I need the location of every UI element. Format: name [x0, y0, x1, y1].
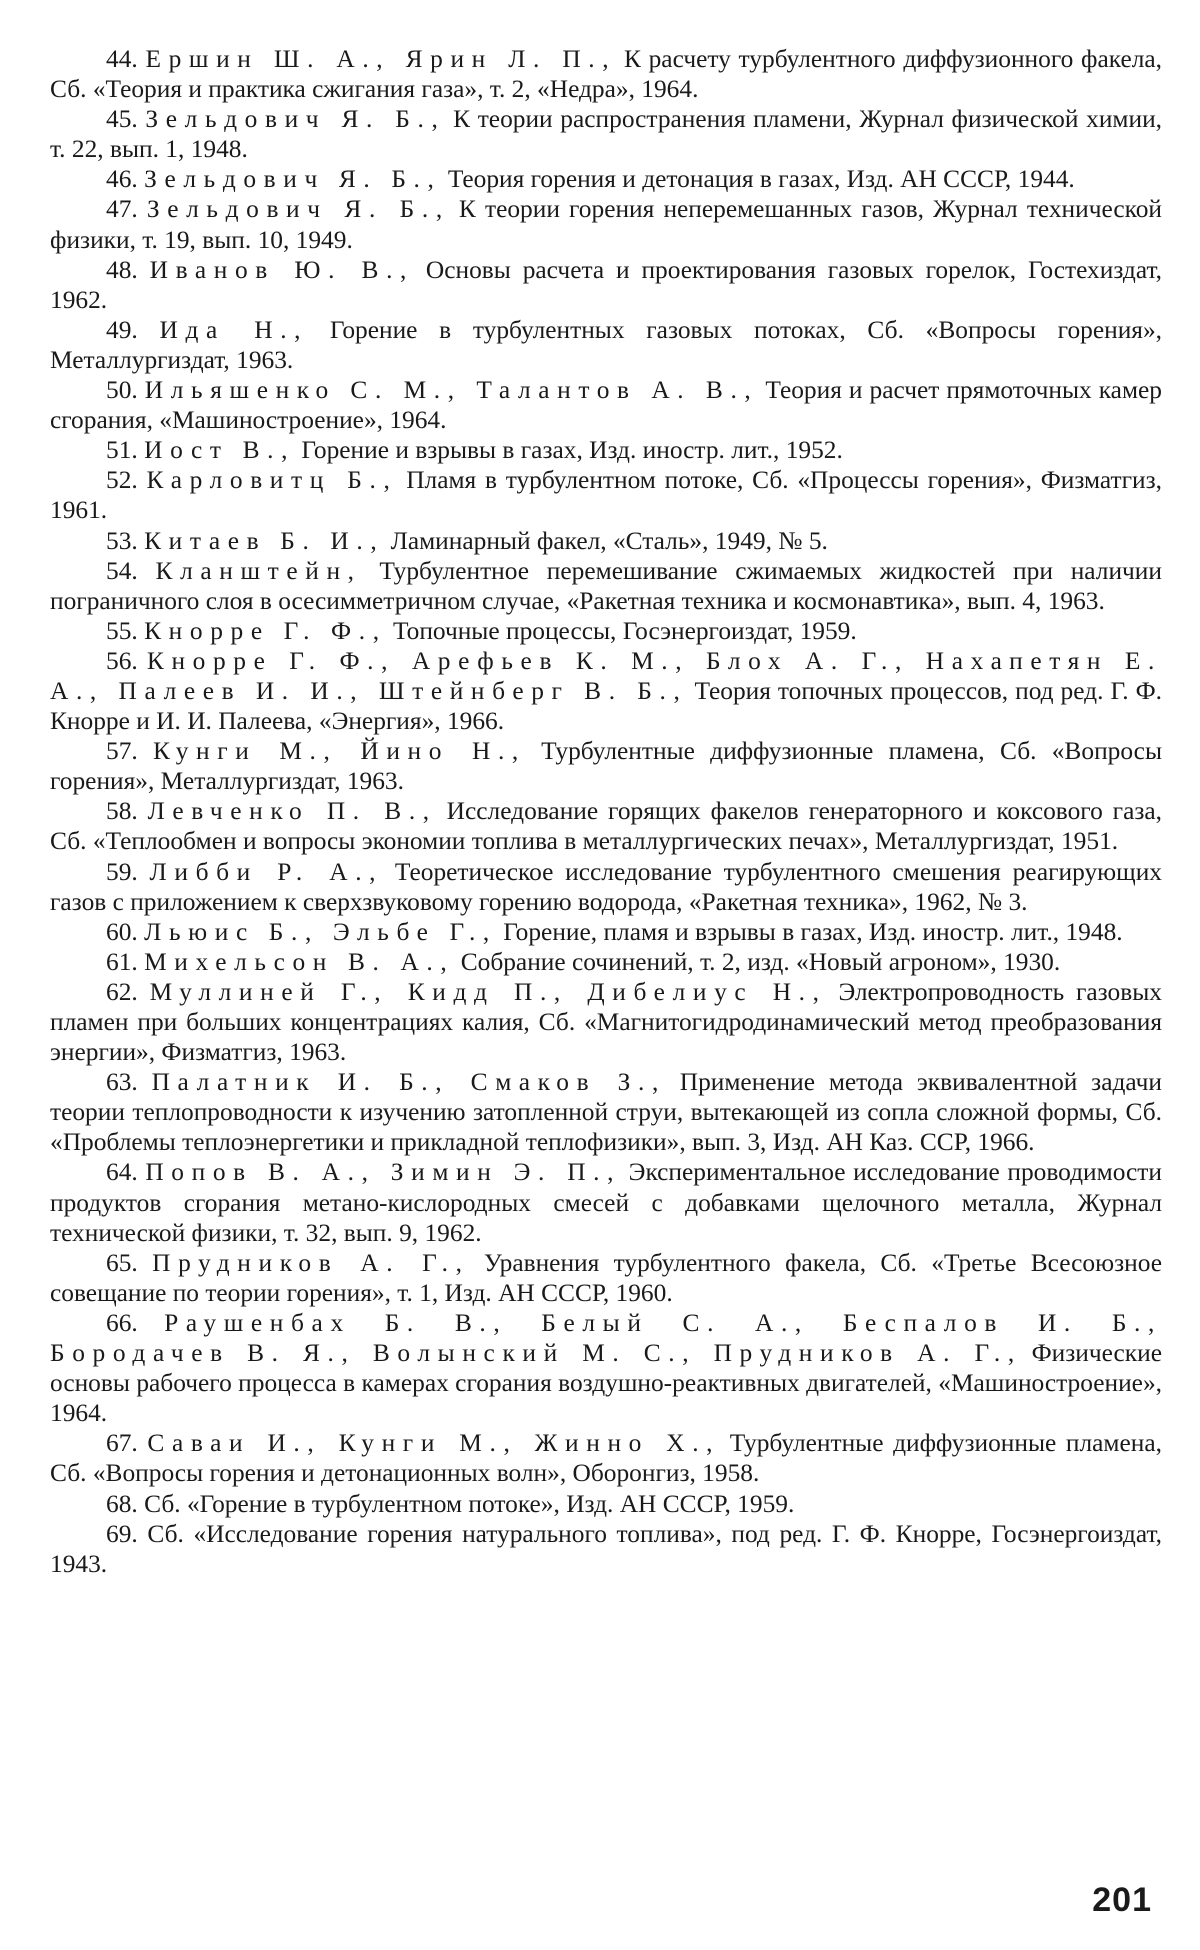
reference-number: 69. [106, 1519, 138, 1548]
reference-item [50, 947, 1162, 977]
reference-authors: Попов В. А., Зимин Э. П., [145, 1158, 622, 1187]
reference-item [50, 646, 1162, 736]
reference-number: 49. [106, 315, 138, 344]
reference-details: Экспериментальное исследование проводимости продуктов сгорания метано-кислородных смесей с добавками щелочного металла, Журнал технической физики, т. 32, вып. 9, 1962. [50, 1158, 1162, 1247]
reference-details: Теория и расчет прямоточных камер сгорания, «Машиностроение», 1964. [50, 376, 1162, 435]
reference-number: 44. [106, 45, 138, 73]
reference-details: Применение метода эквивалентной задачи теории теплопроводности к изучению затопленной струи, вытекающей из сопла сложной формы, Сб. «Проблемы теплоэнергетики и прикладной теплофизики», вып. 3, Изд. АН Каз. ССР, 1966. [50, 1068, 1162, 1157]
reference-authors: Кланштейн, [155, 556, 362, 585]
reference-details: Основы расчета и проектирования газовых горелок, Гостехиздат, 1962. [50, 255, 1162, 314]
reference-details: Пламя в турбулентном потоке, Сб. «Процессы горения», Физматгиз, 1961. [50, 466, 1162, 525]
reference-details: Топочные процессы, Госэнергоиздат, 1959. [386, 616, 857, 645]
page-number: 201 [1092, 1881, 1152, 1919]
reference-item [50, 1157, 1162, 1247]
reference-details: Физические основы рабочего процесса в камерах сгорания воздушно-реактивных двигателей, «Машиностроение», 1964. [50, 1339, 1162, 1428]
reference-number: 50. [106, 376, 138, 405]
reference-details: Сб. «Исследование горения натурального топлива», под ред. Г. Ф. Кнорре, Госэнергоиздат, 1943. [50, 1519, 1162, 1578]
reference-authors: Саваи И., Кунги М., Жинно Х., [147, 1429, 721, 1458]
reference-item [50, 315, 1162, 375]
reference-number: 62. [106, 977, 138, 1006]
reference-item [50, 44, 1162, 104]
reference-details: К расчету турбулентного диффузионного факела, Сб. «Теория и практика сжигания газа», т. 2, «Недра», 1964. [50, 45, 1162, 104]
reference-number: 58. [106, 797, 138, 826]
reference-number: 45. [106, 105, 138, 134]
reference-item [50, 526, 1162, 556]
reference-number: 48. [106, 255, 138, 284]
reference-item [50, 616, 1162, 646]
reference-number: 47. [106, 195, 138, 224]
reference-item [50, 1428, 1162, 1488]
reference-item [50, 1248, 1162, 1308]
reference-authors: Ильяшенко С. М., Талантов А. В., [144, 376, 759, 405]
reference-authors: Кнорре Г. Ф., Арефьев К. М., Блох А. Г., Нахапетян Е. А., Палеев И. И., Штейнберг В. Б., [50, 646, 1162, 705]
reference-number: 65. [106, 1248, 138, 1277]
reference-authors: Левченко П. В., [147, 797, 437, 826]
reference-details: Горение и взрывы в газах, Изд. иностр. лит., 1952. [295, 436, 843, 465]
reference-item [50, 194, 1162, 254]
reference-number: 54. [106, 556, 138, 585]
reference-authors: Кунги М., Йино Н., [153, 737, 526, 766]
reference-details: Электропроводность газовых пламен при больших концентрациях калия, Сб. «Магнитогидродинамический метод преобразования энергии», Физматгиз, 1963. [50, 977, 1162, 1067]
reference-item [50, 556, 1162, 616]
reference-authors: Либби Р. А., [149, 857, 384, 886]
reference-details: Турбулентные диффузионные пламена, Сб. «Вопросы горения и детонационных волн», Оборонгиз, 1958. [50, 1429, 1162, 1488]
reference-authors: Раушенбах Б. В., Белый С. А., Беспалов И. Б., Бородачев В. Я., Волынский М. С., Прудников А. Г., [50, 1308, 1162, 1368]
reference-details: Теоретическое исследование турбулентного смешения реагирующих газов с приложением к сверхзвуковому горению водорода, «Ракетная техника», 1962, № 3. [50, 857, 1162, 916]
reference-authors: Карловитц Б., [146, 466, 398, 495]
reference-authors: Палатник И. Б., Смаков З., [151, 1068, 666, 1097]
reference-authors: Зельдович Я. Б., [146, 195, 450, 224]
reference-details: К теории горения неперемешанных газов, Журнал технической физики, т. 19, вып. 10, 1949. [50, 195, 1162, 254]
reference-number: 55. [106, 616, 138, 645]
reference-authors: Михельсон В. А., [144, 947, 455, 976]
reference-item [50, 1489, 1162, 1519]
reference-item [50, 1308, 1162, 1428]
reference-authors: Прудников А. Г., [152, 1248, 470, 1277]
reference-details: Горение, пламя и взрывы в газах, Изд. иностр. лит., 1948. [496, 917, 1123, 946]
reference-item [50, 917, 1162, 947]
reference-number: 63. [106, 1068, 138, 1097]
reference-authors: Китаев Б. И., [144, 526, 385, 555]
reference-number: 53. [106, 526, 138, 555]
reference-item [50, 104, 1162, 164]
reference-authors: Кнорре Г. Ф., [144, 616, 387, 645]
reference-item [50, 796, 1162, 856]
reference-details: К теории распространения пламени, Журнал физической химии, т. 22, вып. 1, 1948. [50, 105, 1162, 164]
reference-details: Теория горения и детонация в газах, Изд. АН СССР, 1944. [441, 165, 1075, 194]
reference-number: 59. [106, 857, 138, 886]
reference-number: 57. [106, 737, 138, 766]
reference-authors: Иост В., [144, 436, 296, 465]
reference-number: 46. [106, 165, 138, 194]
reference-authors: Ершин Ш. А., Ярин Л. П., [145, 45, 617, 73]
reference-item [50, 375, 1162, 435]
reference-item [50, 465, 1162, 525]
reference-item [50, 736, 1162, 796]
reference-authors: Муллиней Г., Кидд П., Дибелиус Н., [149, 977, 827, 1006]
reference-details: Собрание сочинений, т. 2, изд. «Новый агроном», 1930. [454, 947, 1061, 976]
reference-number: 60. [106, 917, 138, 946]
reference-item [50, 857, 1162, 917]
reference-authors: Иванов Ю. В., [149, 255, 415, 284]
reference-number: 52. [106, 466, 138, 495]
reference-authors: Льюис Б., Эльбе Г., [144, 917, 497, 946]
reference-authors: Ида Н., [159, 315, 309, 344]
reference-details: Уравнения турбулентного факела, Сб. «Третье Всесоюзное совещание по теории горения», т. 1, Изд. АН СССР, 1960. [50, 1248, 1162, 1307]
reference-item [50, 1067, 1162, 1157]
reference-details: Турбулентные диффузионные пламена, Сб. «Вопросы горения», Металлургиздат, 1963. [50, 737, 1163, 796]
reference-number: 51. [106, 436, 138, 465]
reference-details: Сб. «Горение в турбулентном потоке», Изд. АН СССР, 1959. [144, 1489, 795, 1518]
reference-number: 61. [106, 947, 138, 976]
reference-list [50, 44, 1162, 1579]
reference-number: 64. [106, 1158, 138, 1187]
reference-number: 67. [106, 1429, 138, 1458]
reference-details: Теория топочных процессов, под ред. Г. Ф. Кнорре и И. И. Палеева, «Энергия», 1966. [50, 676, 1162, 736]
reference-authors: Зельдович Я. Б., [145, 105, 446, 134]
reference-item [50, 1519, 1162, 1579]
reference-item [50, 977, 1162, 1067]
reference-details: Ламинарный факел, «Сталь», 1949, № 5. [384, 526, 828, 555]
reference-authors: Зельдович Я. Б., [144, 165, 442, 194]
reference-number: 66. [106, 1308, 138, 1337]
reference-details: Исследование горящих факелов генераторного и коксового газа, Сб. «Теплообмен и вопросы экономии топлива в металлургических печах», Металлургиздат, 1951. [50, 797, 1162, 856]
reference-item [50, 435, 1162, 465]
reference-number: 68. [106, 1489, 138, 1518]
reference-item [50, 255, 1162, 315]
reference-details: Горение в турбулентных газовых потоках, Сб. «Вопросы горения», Металлургиздат, 1963. [50, 315, 1163, 374]
reference-details: Турбулентное перемешивание сжимаемых жидкостей при наличии пограничного слоя в осесимметричном случае, «Ракетная техника и космонавтика», вып. 4, 1963. [50, 556, 1162, 615]
reference-item [50, 164, 1162, 194]
reference-number: 56. [106, 646, 138, 675]
